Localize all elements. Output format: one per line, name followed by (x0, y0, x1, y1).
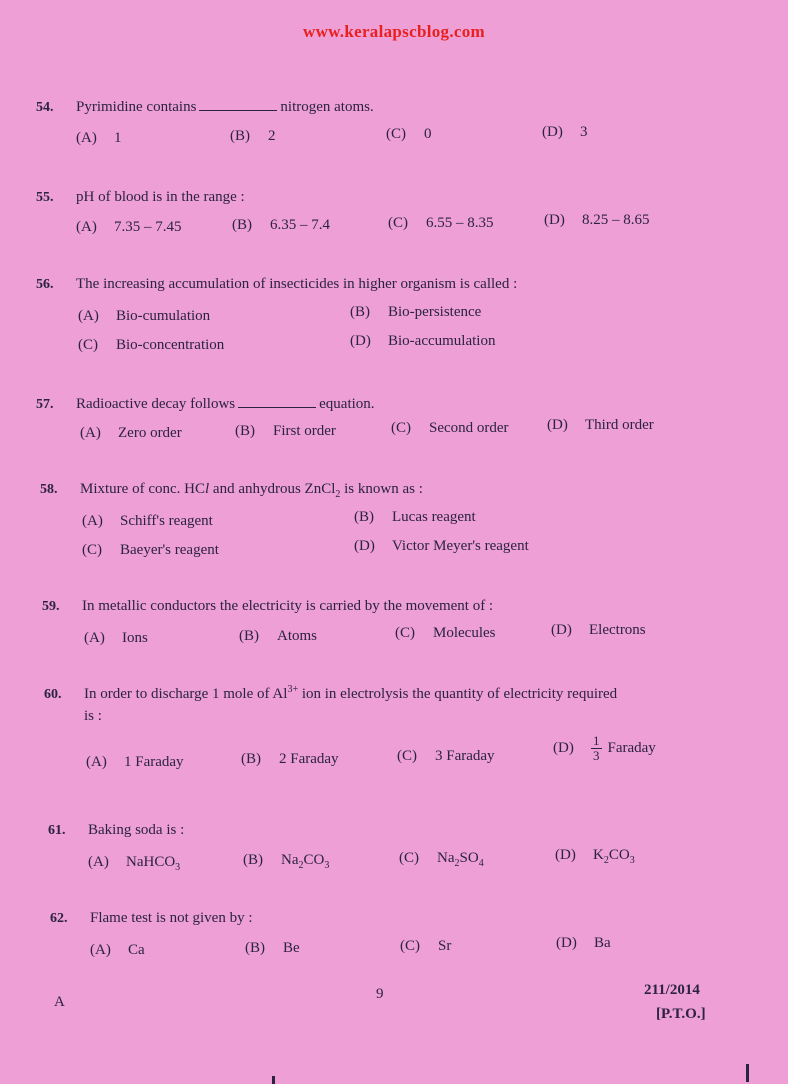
question-stem: Mixture of conc. HCl and anhydrous ZnCl$_2$ is known as : (80, 481, 423, 500)
option-b[interactable]: (B) Be (245, 940, 300, 956)
answer-blank (238, 395, 316, 408)
question-number: 61. (48, 823, 66, 838)
fraction-one-third: $\frac{1}{3}$ (593, 733, 600, 763)
option-c[interactable]: (C) Bio-concentration (78, 337, 225, 353)
option-a[interactable]: (A) NaHCO$_3$ (88, 854, 181, 873)
option-c[interactable]: (C) 0 (386, 126, 432, 142)
option-a[interactable]: (A) 1 Faraday (86, 754, 184, 770)
option-b[interactable]: (B) $Na_2CO_3$ (243, 852, 330, 871)
option-c[interactable]: (C) Molecules (395, 625, 496, 641)
scan-mark (746, 1064, 749, 1082)
series-letter: A (54, 994, 65, 1010)
question-stem: In order to discharge 1 mole of $Al^{3+}$ ion in electrolysis the quantity of electricity required (84, 684, 618, 702)
question-number: 57. (36, 397, 54, 412)
question-stem: The increasing accumulation of insecticides in higher organism is called : (76, 276, 518, 292)
question-number: 55. (36, 190, 54, 205)
question-number: 62. (50, 911, 68, 926)
question-stem-end: equation. (319, 396, 375, 412)
question-stem: Radioactive decay follows (76, 396, 236, 412)
option-b[interactable]: (B) First order (235, 423, 336, 439)
scan-mark (272, 1076, 275, 1084)
option-d[interactable]: (D) 3 (542, 124, 588, 140)
option-b[interactable]: (B) 6.35 – 7.4 (232, 217, 330, 233)
question-stem: In metallic conductors the electricity is carried by the movement of : (82, 598, 494, 614)
exam-code: 211/2014 (644, 982, 700, 998)
option-a[interactable]: (A) Schiff's reagent (82, 513, 213, 529)
question-stem-continued: is : (84, 708, 102, 724)
option-d[interactable]: (D) Third order (547, 417, 654, 433)
question-stem: Baking soda is : (88, 822, 185, 838)
option-d[interactable]: (D) 8.25 – 8.65 (544, 212, 650, 228)
question-number: 59. (42, 599, 60, 614)
please-turn-over: [P.T.O.] (656, 1006, 706, 1022)
question-stem: Flame test is not given by : (90, 910, 253, 926)
question-stem-end: nitrogen atoms. (280, 99, 374, 115)
question-number: 56. (36, 277, 54, 292)
option-d[interactable]: (D) Bio-accumulation (350, 333, 496, 349)
question-stem: pH of blood is in the range : (76, 189, 245, 205)
option-a[interactable]: (A) 1 (76, 130, 122, 146)
page-number: 9 (376, 986, 384, 1002)
option-c[interactable]: (C) Sr (400, 938, 452, 954)
option-b[interactable]: (B) 2 (230, 128, 276, 144)
question-number: 60. (44, 687, 62, 702)
option-c[interactable]: (C) $Na_2SO_4$ (399, 850, 484, 869)
option-c[interactable]: (C) 6.55 – 8.35 (388, 215, 494, 231)
option-d[interactable]: (D) Ba (556, 935, 611, 951)
option-b[interactable]: (B) 2 Faraday (241, 751, 339, 767)
option-d[interactable]: (D) Electrons (551, 622, 646, 638)
answer-blank (199, 98, 277, 111)
option-d[interactable]: (D) $\frac{1}{3}$ Faraday (553, 733, 656, 763)
option-c[interactable]: (C) Second order (391, 420, 509, 436)
option-b[interactable]: (B) Bio-persistence (350, 304, 482, 320)
question-number: 54. (36, 100, 54, 115)
question-stem: Pyrimidine contains (76, 99, 197, 115)
option-b[interactable]: (B) Lucas reagent (354, 509, 476, 525)
option-c[interactable]: (C) Baeyer's reagent (82, 542, 219, 558)
option-a[interactable]: (A) Zero order (80, 425, 182, 441)
option-d[interactable]: (D) Victor Meyer's reagent (354, 538, 529, 554)
question-number: 58. (40, 482, 58, 497)
option-a[interactable]: (A) Ca (90, 942, 145, 958)
option-c[interactable]: (C) 3 Faraday (397, 748, 495, 764)
option-a[interactable]: (A) Bio-cumulation (78, 308, 211, 324)
option-d[interactable]: (D) $K_2CO_3$ (555, 847, 635, 866)
option-b[interactable]: (B) Atoms (239, 628, 318, 644)
option-a[interactable]: (A) Ions (84, 630, 148, 646)
option-a[interactable]: (A) 7.35 – 7.45 (76, 219, 182, 235)
site-url: www.keralapscblog.com (303, 22, 485, 41)
